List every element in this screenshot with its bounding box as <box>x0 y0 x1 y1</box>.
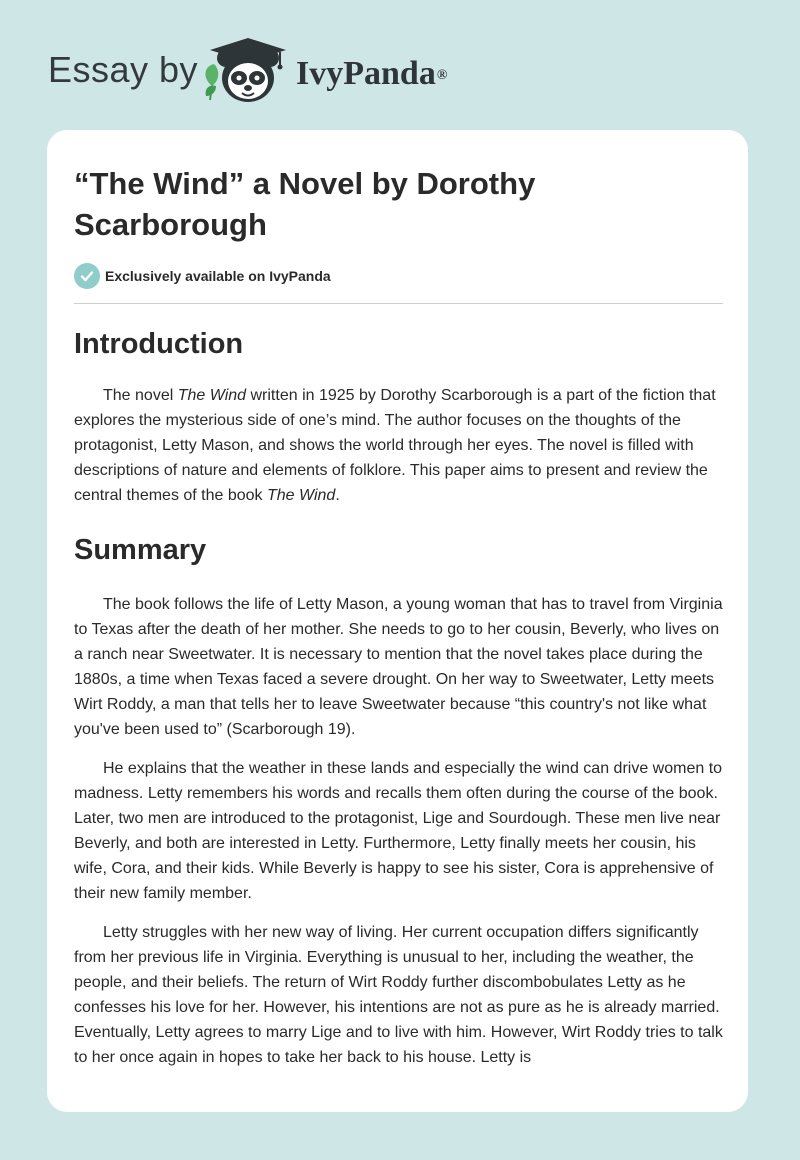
site-header <box>0 0 800 130</box>
summary-paragraph: Letty struggles with her new way of living. Her current occupation differs significantly from her previous life in Virginia. Everything is unusual to her, including the weather, the people, and their beliefs. The return of Wirt Roddy further discombobulates Letty as he confesses his love for her. However, his intentions are not as pure as he is already married. Eventually, Letty agrees to marry Lige and to live with him. However, Wirt Roddy tries to talk to her once again in hopes to take her back to his house. Letty is <box>74 924 723 1066</box>
section-heading-summary: Summary <box>74 534 207 566</box>
section-heading-introduction: Introduction <box>74 328 244 360</box>
exclusive-label: Exclusively available on IvyPanda <box>105 268 331 284</box>
summary-paragraph: He explains that the weather in these lands and especially the wind can drive women to madness. Letty remembers his words and recalls them often during the course of the book. Later, two men are introduced to the protagonist, Lige and Sourdough. These men live near Beverly, and both are interested in Letty. Furthermore, Letty finally meets her cousin, his wife, Cora, and their kids. While Beverly is happy to see his sister, Cora is apprehensive of their new family member. <box>74 760 723 902</box>
panda-graduate-icon[interactable] <box>200 34 292 108</box>
book-title-italic: The Wind <box>267 487 336 504</box>
registered-mark: ® <box>436 68 448 83</box>
essay-card <box>47 130 748 1112</box>
intro-paragraph: The novel The Wind written in 1925 by Dorothy Scarborough is a part of the fiction that explores the mysterious side of one’s mind. The author focuses on the thoughts of the protagonist, Letty Mason, and shows the world through her eyes. The novel is filled with descriptions of nature and elements of folklore. This paper aims to present and review the central themes of the book The Wind. <box>74 387 716 504</box>
essay-title: “The Wind” a Novel by Dorothy Scarborough <box>74 166 536 242</box>
brand-prefix: Essay by <box>48 49 199 90</box>
summary-paragraph: The book follows the life of Letty Mason, a young woman that has to travel from Virginia to Texas after the death of her mother. She needs to go to her cousin, Beverly, who lives on a ranch near Sweetwater. It is necessary to mention that the novel takes place during the 1880s, a time when Texas faced a severe drought. On her way to Sweetwater, Letty meets Wirt Roddy, a man that tells her to leave Sweetwater because “this country's not like what you've been used to” (Scarborough 19). <box>74 596 723 738</box>
check-icon <box>74 263 100 289</box>
book-title-italic: The Wind <box>177 387 247 404</box>
essay-body <box>74 320 723 1084</box>
exclusive-badge <box>74 263 331 289</box>
divider <box>74 303 723 304</box>
brand-name[interactable]: IvyPanda® <box>296 55 448 92</box>
